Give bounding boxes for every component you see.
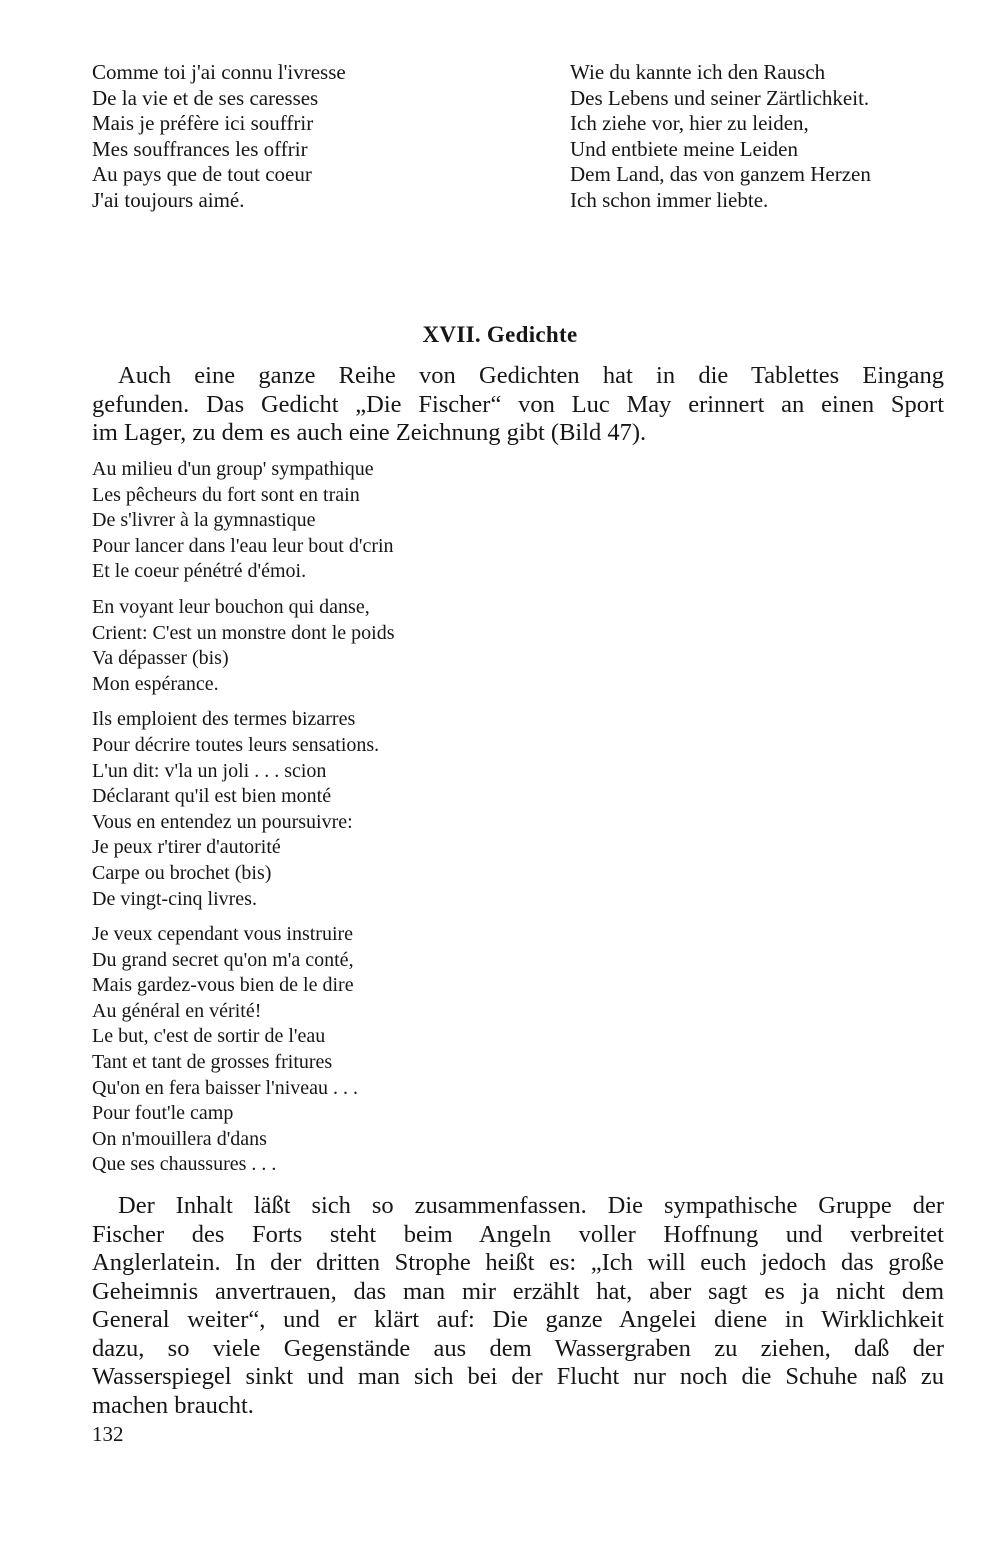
paragraph-line: Auch eine ganze Reihe von Gedichten hat in die Tablettes Eingang (118, 362, 944, 389)
poem-line: J'ai toujours aimé. (92, 187, 245, 212)
stanza (92, 922, 394, 1178)
poem-line: Va dépasser (bis) (92, 647, 229, 670)
summary-paragraph (92, 1192, 944, 1420)
poem-line: Au général en vérité! (92, 999, 262, 1022)
poem-line: De s'livrer à la gymnastique (92, 509, 316, 532)
poem-line: Mes souffrances les offrir (92, 136, 308, 161)
poem-line: Pour lancer dans l'eau leur bout d'crin (92, 534, 394, 557)
poem-line: De vingt-cinq livres. (92, 887, 257, 910)
stanza (92, 595, 394, 697)
paragraph-line: im Lager, zu dem es auch eine Zeichnung gibt (Bild 47). (92, 419, 647, 446)
poem-line: Du grand secret qu'on m'a conté, (92, 948, 354, 971)
poem-line: Und entbiete meine Leiden (570, 136, 798, 161)
poem-line: Ich ziehe vor, hier zu leiden, (570, 111, 809, 136)
poem-line: Tant et tant de grosses fritures (92, 1051, 333, 1074)
stanza (92, 707, 394, 912)
paragraph-line: Der Inhalt läßt sich so zusammenfassen. Die sympathische Gruppe der (118, 1192, 944, 1219)
poem-line: Je veux cependant vous instruire (92, 923, 354, 946)
poem-line: Vous en entendez un poursuivre: (92, 810, 353, 833)
section-heading: XVII. Gedichte (422, 322, 578, 347)
paragraph-line: Fischer des Forts steht beim Angeln voller Hoffnung und verbreitet (92, 1220, 944, 1248)
poem-line: Mais je préfère ici souffrir (92, 111, 314, 136)
poem-line: Comme toi j'ai connu l'ivresse (92, 60, 346, 84)
intro-paragraph (92, 362, 944, 448)
poem-line: De la vie et de ses caresses (92, 85, 319, 110)
poem-line: Au pays que de tout coeur (92, 162, 312, 187)
paragraph-line: dazu, so viele Gegenstände aus dem Wassergraben zu ziehen, daß der (92, 1334, 944, 1362)
poem-line: Mais gardez-vous bien de le dire (92, 974, 354, 997)
fischer-poem (92, 457, 394, 1188)
page-number: 132 (92, 1422, 124, 1446)
poem-line: Que ses chaussures . . . (92, 1153, 277, 1176)
stanza (92, 457, 394, 585)
poem-line: Ich schon immer liebte. (570, 187, 769, 212)
poem-line: Carpe ou brochet (bis) (92, 861, 272, 884)
paragraph-line: Anglerlatein. In der dritten Strophe heißt es: „Ich will euch jedoch das große (92, 1249, 944, 1276)
poem-line: Dem Land, das von ganzem Herzen (570, 162, 871, 187)
poem-german-column (570, 60, 871, 214)
poem-line: Le but, c'est de sortir de l'eau (92, 1025, 326, 1048)
poem-line: Ils emploient des termes bizarres (92, 708, 356, 731)
poem-line: Pour fout'le camp (92, 1102, 234, 1125)
poem-line: Pour décrire toutes leurs sensations. (92, 733, 380, 756)
poem-line: Au milieu d'un group' sympathique (92, 458, 374, 480)
poem-french-column (92, 60, 346, 214)
poem-line: Je peux r'tirer d'autorité (92, 836, 281, 859)
poem-line: L'un dit: v'la un joli . . . scion (92, 759, 327, 782)
paragraph-line: machen braucht. (92, 1391, 254, 1419)
poem-line: Les pêcheurs du fort sont en train (92, 483, 360, 506)
paragraph-line: Wasserspiegel sinkt und man sich bei der Flucht nur noch die Schuhe naß zu (92, 1363, 944, 1390)
poem-line: On n'mouillera d'dans (92, 1127, 267, 1150)
poem-line: Crient: C'est un monstre dont le poids (92, 621, 395, 644)
poem-line: Mon espérance. (92, 672, 219, 695)
poem-line: Wie du kannte ich den Rausch (570, 60, 826, 84)
poem-line: Qu'on en fera baisser l'niveau . . . (92, 1076, 359, 1099)
poem-line: Et le coeur pénétré d'émoi. (92, 560, 307, 583)
poem-line: Des Lebens und seiner Zärtlichkeit. (570, 85, 870, 110)
paragraph-line: General weiter“, und er klärt auf: Die ganze Angelei diene in Wirklichkeit (92, 1306, 944, 1333)
poem-line: En voyant leur bouchon qui danse, (92, 595, 370, 618)
poem-line: Déclarant qu'il est bien monté (92, 785, 332, 808)
paragraph-line: gefunden. Das Gedicht „Die Fischer“ von Luc May erinnert an einen Sport (92, 390, 944, 418)
paragraph-line: Geheimnis anvertrauen, das man mir erzählt hat, aber sagt es ja nicht dem (92, 1277, 944, 1305)
